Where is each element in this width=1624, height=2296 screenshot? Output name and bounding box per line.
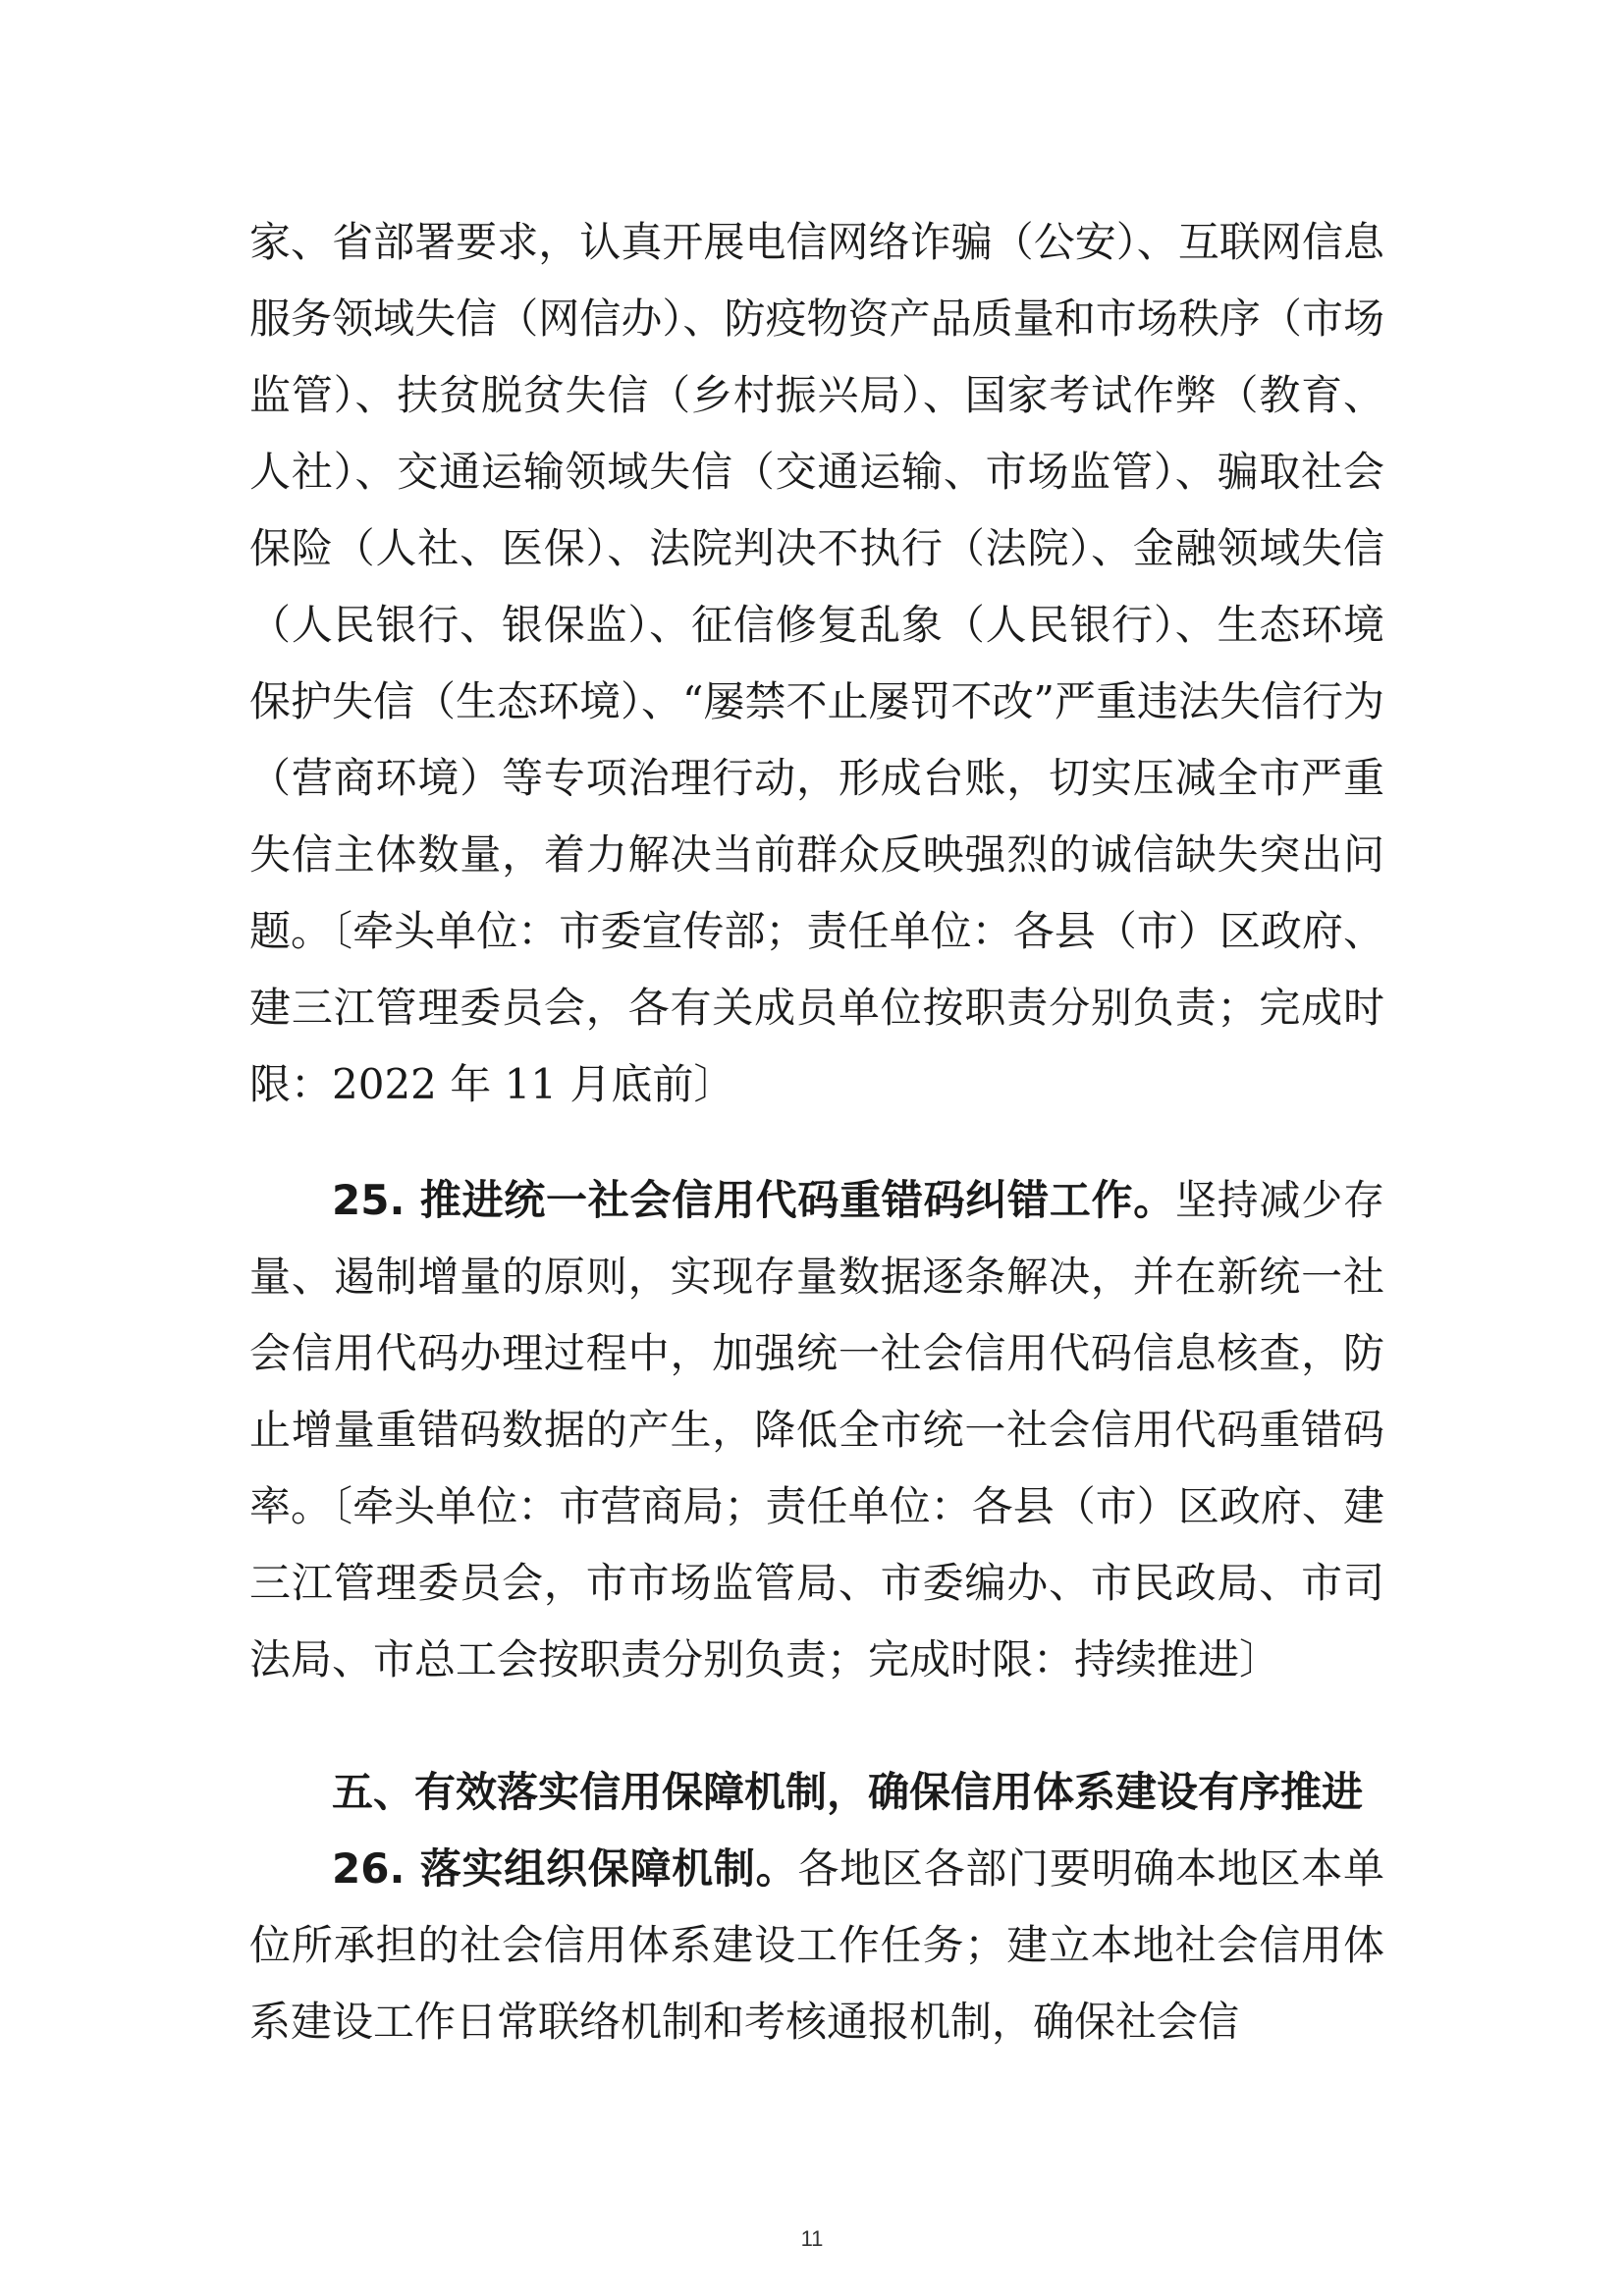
- item-25-title: 25. 推进统一社会信用代码重错码纠错工作。: [332, 1176, 1176, 1224]
- item-26-paragraph: [249, 1831, 1384, 2060]
- item-25-body: 坚持减少存量、遏制增量的原则，实现存量数据逐条解决，并在新统一社会信用代码办理过程中，加强统一社会信用代码信息核查，防止增量重错码数据的产生，降低全市统一社会信用代码重错码率。〔牵头单位：市营商局；责任单位：各县（市）区政府、建三江管理委员会，市市场监管局、市委编办、市民政局、市司法局、市总工会按职责分别负责；完成时限：持续推进〕: [249, 1176, 1384, 1683]
- section-heading: 五、有效落实信用保障机制，确保信用体系建设有序推进: [332, 1768, 1364, 1816]
- item-25-paragraph: [249, 1162, 1384, 1698]
- item-26-body: 各地区各部门要明确本地区本单位所承担的社会信用体系建设工作任务；建立本地社会信用体系建设工作日常联络机制和考核通报机制，确保社会信: [249, 1844, 1384, 2046]
- continued-paragraph: 家、省部署要求，认真开展电信网络诈骗（公安）、互联网信息服务领域失信（网信办）、防疫物资产品质量和市场秩序（市场监管）、扶贫脱贫失信（乡村振兴局）、国家考试作弊（教育、人社）、交通运输领域失信（交通运输、市场监管）、骗取社会保险（人社、医保）、法院判决不执行（法院）、金融领域失信（人民银行、银保监）、征信修复乱象（人民银行）、生态环境保护失信（生态环境）、“屡禁不止屡罚不改”严重违法失信行为（营商环境）等专项治理行动，形成台账，切实压减全市严重失信主体数量，着力解决当前群众反映强烈的诚信缺失突出问题。〔牵头单位：市委宣传部；责任单位：各县（市）区政府、建三江管理委员会，各有关成员单位按职责分别负责；完成时限：2022 年 11 月底前〕: [249, 218, 1384, 1108]
- item-26-title: 26. 落实组织保障机制。: [332, 1844, 798, 1893]
- page-number: 11: [800, 2226, 824, 2251]
